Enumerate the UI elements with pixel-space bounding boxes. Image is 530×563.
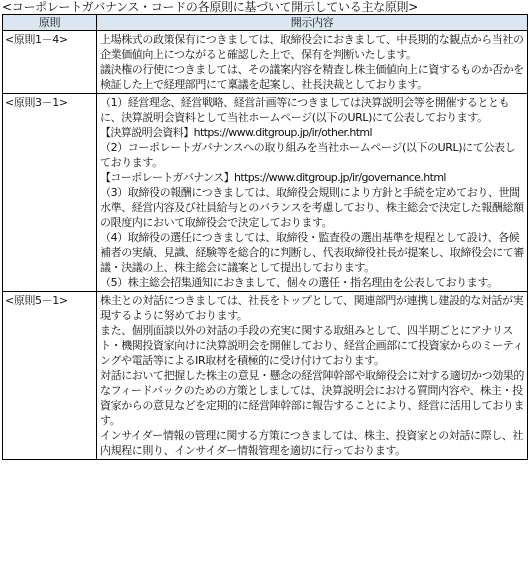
content-paragraph: （4）取締役の選任につきましては、取締役・監査役の選出基準を規程として設け、各候補者の実績、見識、経験等を総合的に判断し、代表取締役社長が提案し、取締役会にて審議・決議の上、株主総会に議案として提出しております。 — [100, 231, 524, 274]
content-paragraph: （2）コーポレートガバナンスへの取り組みを当社ホームページ(以下のURL)にて公表しております。 — [100, 141, 516, 169]
principles-table — [2, 14, 528, 460]
content-paragraph: （3）取締役の報酬につきましては、取締役会規則により方針と手続を定めており、世間水準、経営内容及び社員給与とのバランスを考慮しており、株主総会で決定した報酬総額の限度内において取締役会で決定しております。 — [100, 186, 524, 229]
table-caption: <コーポレートガバナンス・コードの各原則に基づいて開示している主な原則> — [2, 0, 418, 14]
table-row — [3, 94, 528, 292]
content-cell — [97, 292, 528, 460]
content-paragraph: （1）経営理念、経営戦略、経営計画等につきましては決算説明会等を開催するとともに、決算説明会資料として当社ホームページ(以下のURL)にて公表しております。 — [100, 96, 510, 124]
url-line: 【コーポレートガバナンス】https://www.ditgroup.jp/ir/governance.html — [100, 171, 446, 184]
table-row — [3, 292, 528, 460]
content-paragraph: また、個別面談以外の対話の手段の充実に関する取組みとして、四半期ごとにアナリスト・機関投資家向けに決算説明会を開催しており、経営企画部にて投資家からのミーティングや電話等によるIR取材を積極的に受け付けております。 — [100, 324, 524, 367]
principle-cell: <原則5－1> — [3, 292, 97, 460]
table-row — [3, 31, 528, 94]
content-paragraph: 株主との対話につきましては、社長をトップとして、関連部門が連携し建設的な対話が実現するように努めております。 — [100, 294, 524, 322]
content-paragraph: 対話において把握した株主の意見・懸念の経営陣幹部や取締役会に対する適切かつ効果的なフィードバックのための方策としましては、決算説明会における質問内容や、株主・投資家からの意見などを定期的に経営陣幹部に報告することにより、経営に活用しております。 — [100, 369, 524, 427]
table-header-row — [3, 15, 528, 31]
header-principle: 原則 — [3, 15, 97, 31]
header-content: 開示内容 — [97, 15, 528, 31]
principle-cell: <原則1－4> — [3, 31, 97, 94]
content-paragraph: 議決権の行使につきましては、その議案内容を精査し株主価値向上に資するものか否かを検証した上で経理部門にて稟議を起案し、社長決裁としております。 — [100, 63, 524, 91]
url-line: 【決算説明会資料】https://www.ditgroup.jp/ir/other.html — [100, 126, 372, 139]
content-paragraph: インサイダー情報の管理に関する方策につきましては、株主、投資家との対話に際し、社内規程に則り、インサイダー情報管理を適切に行っております。 — [100, 429, 524, 457]
principle-cell: <原則3－1> — [3, 94, 97, 292]
content-paragraph: 上場株式の政策保有につきましては、取締役会におきまして、中長期的な観点から当社の企業価値向上につながると確認した上で、保有を判断いたします。 — [100, 33, 524, 61]
content-cell — [97, 31, 528, 94]
content-paragraph: （5）株主総会招集通知におきまして、個々の選任・指名理由を公表しております。 — [100, 276, 498, 289]
content-cell — [97, 94, 528, 292]
